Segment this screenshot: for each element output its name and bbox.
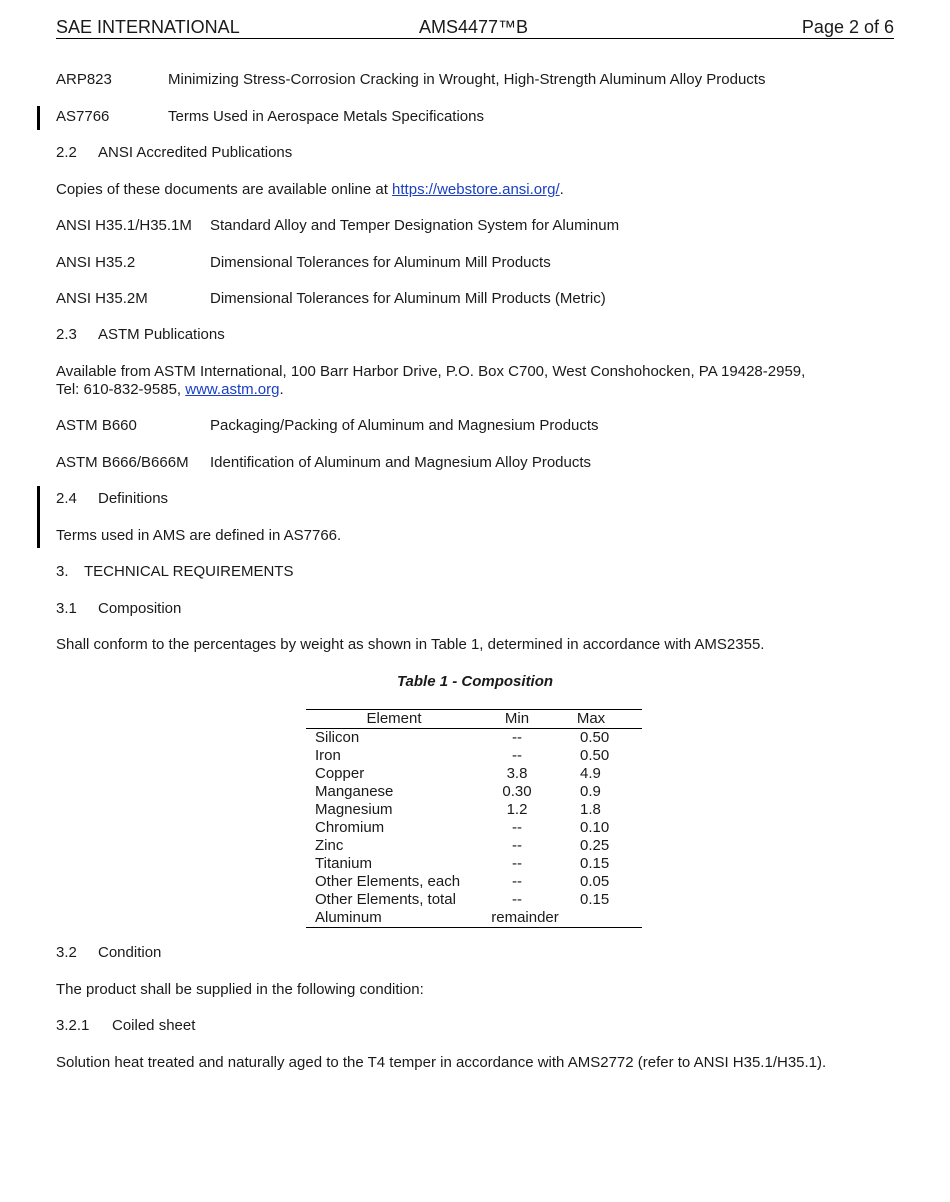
cell-element: Magnesium [315, 801, 393, 818]
reference-title: Standard Alloy and Temper Designation System for Aluminum [210, 217, 620, 234]
table-row [306, 783, 642, 801]
definitions-paragraph: Terms used in AMS are defined in AS7766. [56, 527, 342, 544]
cell-element: Titanium [315, 855, 372, 872]
cell-element: Iron [315, 747, 341, 764]
section-number: 3.1 [56, 600, 77, 617]
cell-max: 0.05 [580, 873, 610, 890]
coiled-sheet-paragraph: Solution heat treated and naturally aged to the T4 temper in accordance with AMS2772 (refer to ANSI H35.1/H35.1). [56, 1054, 827, 1071]
availability-suffix: . [279, 381, 284, 398]
availability-text: Copies of these documents are available online at [56, 181, 393, 198]
reference-code: ASTM B660 [56, 417, 137, 434]
reference-code: ARP823 [56, 71, 112, 88]
cell-max: 0.15 [580, 891, 610, 908]
section-title: Definitions [98, 490, 169, 507]
section-number: 3.2.1 [56, 1017, 90, 1034]
table-header-row [306, 710, 642, 729]
section-title: ASTM Publications [98, 326, 225, 343]
section-number: 3.2 [56, 944, 77, 961]
table-row [306, 909, 642, 927]
document-page [56, 0, 894, 1202]
cell-min: 1.2 [506, 801, 528, 818]
section-number: 2.3 [56, 326, 77, 343]
cell-min: 3.8 [506, 765, 528, 782]
column-header-max: Max [576, 710, 606, 727]
table-row [306, 729, 642, 747]
cell-max: 0.50 [580, 747, 610, 764]
section-title: Composition [98, 600, 182, 617]
astm-availability-line-2 [56, 381, 894, 399]
cell-min: -- [512, 837, 522, 854]
section-title: ANSI Accredited Publications [98, 144, 293, 161]
reference-code: AS7766 [56, 108, 110, 125]
reference-title: Identification of Aluminum and Magnesium Alloy Products [210, 454, 592, 471]
cell-max: 0.50 [580, 729, 610, 746]
section-number: 2.2 [56, 144, 77, 161]
section-title: TECHNICAL REQUIREMENTS [84, 563, 294, 580]
reference-title: Packaging/Packing of Aluminum and Magnesium Products [210, 417, 599, 434]
cell-max: 0.25 [580, 837, 610, 854]
composition-paragraph: Shall conform to the percentages by weight as shown in Table 1, determined in accordance with AMS2355. [56, 636, 765, 653]
page-header [56, 16, 894, 39]
table-row [306, 855, 642, 873]
cell-element: Zinc [315, 837, 344, 854]
reference-code: ANSI H35.2 [56, 254, 136, 271]
cell-element: Other Elements, each [315, 873, 461, 890]
table-row [306, 747, 642, 765]
ansi-webstore-link[interactable]: https://webstore.ansi.org/ [392, 181, 560, 198]
header-page-number: Page 2 of 6 [801, 17, 894, 37]
table-row [306, 837, 642, 855]
reference-title: Dimensional Tolerances for Aluminum Mill Products [210, 254, 551, 271]
table-row [306, 765, 642, 783]
change-bar [37, 486, 40, 548]
cell-element: Chromium [315, 819, 385, 836]
table-row [306, 891, 642, 909]
section-number: 2.4 [56, 490, 77, 507]
header-org: SAE INTERNATIONAL [56, 17, 240, 37]
column-header-min: Min [504, 710, 530, 727]
availability-suffix: . [559, 181, 564, 198]
cell-min: -- [512, 819, 522, 836]
cell-min: -- [512, 891, 522, 908]
reference-title: Dimensional Tolerances for Aluminum Mill Products (Metric) [210, 290, 606, 307]
cell-element: Silicon [315, 729, 360, 746]
cell-max: 0.15 [580, 855, 610, 872]
section-number: 3. [56, 563, 69, 580]
cell-min: -- [512, 747, 522, 764]
cell-element: Other Elements, total [315, 891, 456, 908]
reference-title: Minimizing Stress-Corrosion Cracking in Wrought, High-Strength Aluminum Alloy Products [168, 71, 766, 88]
condition-paragraph: The product shall be supplied in the following condition: [56, 981, 424, 998]
astm-tel-text: Tel: 610-832-9585, [56, 381, 186, 398]
change-bar [37, 106, 40, 130]
cell-min: -- [512, 855, 522, 872]
table-row [306, 801, 642, 819]
cell-min: -- [512, 729, 522, 746]
cell-min: remainder [491, 909, 559, 926]
cell-max: 0.10 [580, 819, 610, 836]
reference-code: ASTM B666/B666M [56, 454, 189, 471]
header-doc-id: AMS4477™B [419, 17, 529, 37]
cell-max: 0.9 [580, 783, 601, 800]
reference-code: ANSI H35.1/H35.1M [56, 217, 192, 234]
section-title: Condition [98, 944, 162, 961]
cell-max: 1.8 [580, 801, 601, 818]
table-caption: Table 1 - Composition [396, 673, 554, 690]
reference-code: ANSI H35.2M [56, 290, 148, 307]
astm-availability-line-1: Available from ASTM International, 100 Barr Harbor Drive, P.O. Box C700, West Conshohocken, PA 19428-2959, [56, 363, 806, 380]
cell-element: Copper [315, 765, 365, 782]
column-header-element: Element [366, 710, 422, 727]
table-row [306, 819, 642, 837]
table-row [306, 873, 642, 891]
cell-element: Manganese [315, 783, 394, 800]
cell-min: 0.30 [502, 783, 532, 800]
composition-table [306, 709, 642, 928]
cell-min: -- [512, 873, 522, 890]
reference-title: Terms Used in Aerospace Metals Specifications [168, 108, 484, 125]
cell-element: Aluminum [315, 909, 382, 926]
astm-website-link[interactable]: www.astm.org [185, 381, 280, 398]
section-title: Coiled sheet [112, 1017, 196, 1034]
ansi-availability-paragraph [56, 181, 894, 199]
cell-max: 4.9 [580, 765, 601, 782]
